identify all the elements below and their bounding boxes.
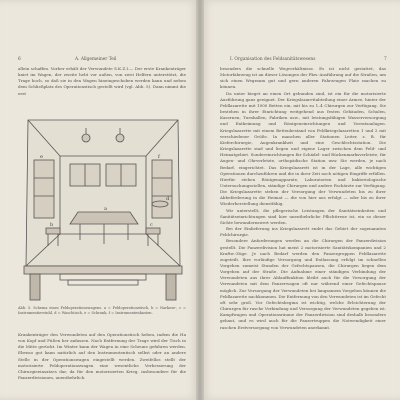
body-text: [220, 66, 386, 391]
body-text-bottom: [18, 332, 186, 390]
figure-label: b: [50, 222, 54, 228]
paragraph: Besondere Anforderungen werden an die Chirurgen der Panzerdivision gestellt. Die Panzerdivision hat meist 2 motorisierte Sanitätskompanien und 2 Kraftw.-Züge. Je nach Bedarf werden den Panzergruppen Feldlazarette zugeteilt. Ihre vorläufige Versorgung und Entlassung erfolgt im schnellen Vorgehen zumeist Stunden der Gefechtspausen, die Chirurgen liegen dem Vorgehen auf der Straße. Die Aufnahme einer ständigen Verbindung der Verwundeten aus ihrer Ablauffunktion bleibt auch für die Versorgung der Verwundeten mit dem Panzerwagen oft nur während einer Gefechtspause möglich. Zur Versorgung der Verwundeten bei langsamem Vorgehen können die Feldlazarette nachkommen. Die Entfernung von den Verwundeten ist im Gefecht oft sehr groß. Vor Gefechtsbeginn ist wichtig, welche Erleichterung der Chirurgen für rasche Verbindung und Versorgung der Verwundeten gegeben ist. Kampfwagen und Operationsräume der Panzerdivision sind deshalb besonders gebaut, und es wird auch für die Panzertruppen die Notwendigkeit einer raschen Erstversorgung von Verwundeten anerkannt.: [220, 238, 386, 330]
figure-caption: Abb. 5. Schema eines Feldoperationswagens. a = Feldoperationstisch, b = Narkose-, c = Instrumentierstuhl, d = Waschtisch, e = Schrank, f = Instrumentenkasten.: [18, 306, 186, 316]
paragraph: Krankenträger den Verwundeten auf den Operationstisch heben, indem die Ha von Kopf und Füßen her anfassen. Nach Entfernung der Trage wird der Tisch in die Mitte gerückt. Im Winter kann der Wagen in eine Scheune gefahren werden. Ebenso gut kann natürlich auf den Instrumententisch selbst oder an andere Stelle in der Operationswagen eingestellt werden. Zweifellos stellt der motorisierte Feldoperationswagen eine wesentliche Verbesserung der Chirurgieeinsatzes dar, da für den motorisierten Krieg, insbesondere für die Panzerdivisionen, unentbehrlich.: [18, 332, 186, 381]
operating-wagon-illustration: [20, 116, 186, 302]
paragraph: allein schaffen. Vorher erhält der Verwundete S.K.Z.I.— Der erste Krankenträger kniet im Wagen, der zweite hebt vor außen, von zwei Helfern unterstützt, die Trage hoch, so daß sie in den Wagen hineingeschoben werden kann und neben dem Schließplatz des Operationstisch gestellt wird (vgl. Abb. 5). Dann nimmt die erst: [18, 66, 186, 96]
book-gutter: [196, 0, 204, 400]
right-page: [200, 0, 400, 400]
paragraph: Wir unterstellt, die pflegerische Leistungen der Sanitätseinheiten und Sanitätseinrichtungen sind hier unentbehrliche Pflichttreue ist, ein so dieser Sichte bewundernswert werden.: [220, 207, 386, 225]
page-number: 6: [18, 57, 21, 62]
figure-label: e: [40, 154, 43, 160]
figure-label: a: [104, 206, 107, 212]
figure-label: d: [166, 196, 170, 202]
running-title: A. Allgemeiner Teil: [75, 57, 117, 62]
figure-label: f: [158, 154, 160, 160]
running-title: I. Organisation des Feldsanitätswesens: [230, 57, 316, 62]
paragraph: Da unter bieget an einen Ort gebunden sind, ist ein für die motorisierte Ausführung ganz geeignet. Der Kriegslazarettabteilung einer Armee, hinter der Feldlazarette mit 1000 Betten ein, mit bis zu 1–4 Chirurgen zur Verfügung. Sie bestehen in ihrer Einrichtung weitgehend aus festen Gebäuden, Schulen, Kasernen, Turnhallen, Fabriken usw., mit leistungsfähigen Wasserversorgung und Entkeimung und Röntgeneinrichtungen und Vorratsanlagen. Kriegslazarette mit einem Bettenbestand von Feldkriegslazaretten 1 und 2 mit verschiedener Größe. In manchen aller Stationen Leiter, z. B. für Kieferchirurgie, Augenkrankheit und eine Geschlechtsstation. Die Kriegslazarette sind und liegen und eigene Lager zwischen dem Feld- und Heimatgebiet. Sondereinrichtungen für Schädel- und Rückenmarksverletzte, für Augen- und Ohrverletzte, orthopädische Station usw. Sie werden, je nach Bedarf, eingerichtet. Das Kriegslazarett ist in der Lage, alle wichtigen Operationen durchzuführen und die in ihrer Zeit noch nötigen Eingriffe erfüllen. Hierfür stehen Röntgenapparate, Laboratorien und bakteriologische Untersuchungsstellen, ständige Chirurgen und andere Fachärzte zur Verfügung. Die Kriegslazarette stehen der Versorgung der Verwundeten bis zu ihrer Abbeförderung in die Heimat — die von hier aus erfolgt — oder bis zu ihrer Wiederherstellung dienstfähig.: [220, 90, 386, 207]
figure-label: c: [150, 222, 153, 228]
wagon-interior-drawing: [20, 116, 186, 302]
body-text-top: [18, 66, 186, 108]
page-number: 7: [384, 57, 387, 62]
paragraph: Bei der Einlieferung ins Kriegslazarett endet das Gebiet der sogenannten Feldchirurgie.: [220, 226, 386, 238]
paragraph: besonders die schnelle Wegverhältnisse. Es ist nicht gestattet, das Motorfahrzeug ist an dieser Lösungen der Pkw.-Ausführung auf die Straßen, um sich einen Wegraum gut und gern anderen Fahrzeugen Platz machen zu können.: [220, 66, 386, 90]
